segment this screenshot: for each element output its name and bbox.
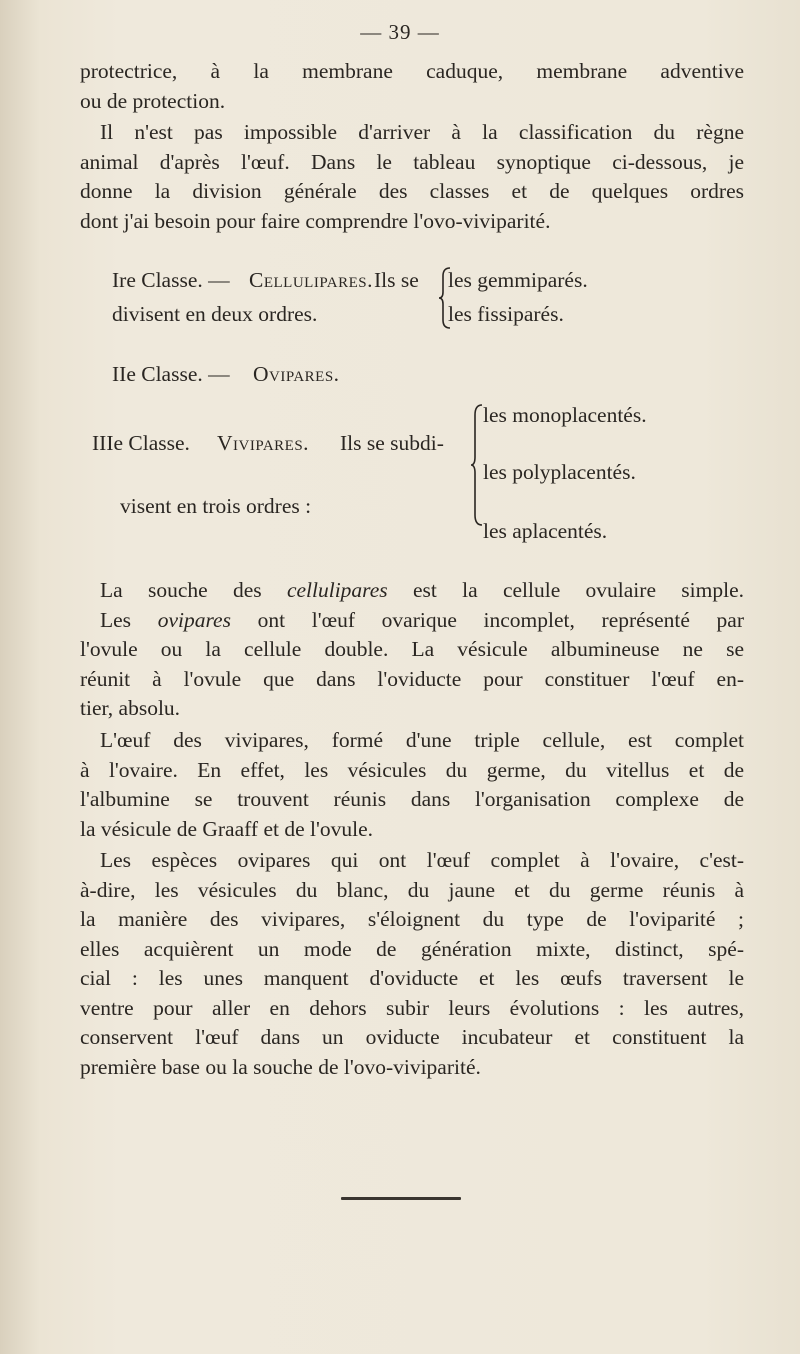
class-three-text-continued: visent en trois ordres : — [120, 494, 312, 518]
paragraph-souches — [80, 576, 744, 724]
paragraph-classification — [80, 118, 744, 236]
text-line: animal d'après l'œuf. Dans le tableau synoptique ci-dessous, je — [80, 149, 744, 174]
text-line: première base ou la souche de l'ovo-viviparité. — [80, 1054, 481, 1079]
class-one-name: Cellulipares. — [249, 268, 374, 292]
emphasis-cellulipares: cellulipares — [286, 578, 388, 602]
paragraph-vivipares — [80, 726, 744, 844]
text-line: La souche des cellulipares est la cellule ovulaire simple. — [100, 578, 744, 602]
class-three-name: Vivipares. — [217, 431, 310, 455]
text-line: L'œuf des vivipares, formé d'une triple cellule, est complet — [100, 728, 744, 752]
class-one-text-continued: divisent en deux ordres. — [112, 302, 318, 326]
class-three-brace — [470, 403, 484, 527]
class-three-text: Ils se subdi- — [340, 431, 444, 455]
order-polyplacentes: les polyplacentés. — [483, 460, 636, 484]
class-two-label: IIe Classe. — — [112, 362, 230, 386]
text-line: à-dire, les vésicules du blanc, du jaune et du germe réunis à — [80, 877, 744, 902]
text-line: l'ovule ou la cellule double. La vésicule albumineuse ne se — [80, 637, 744, 661]
order-monoplacentes: les monoplacentés. — [483, 403, 647, 427]
text-line: Les espèces ovipares qui ont l'œuf complet à l'ovaire, c'est- — [100, 848, 744, 872]
order-aplacentes: les aplacentés. — [483, 519, 608, 543]
text-line: l'albumine se trouvent réunis dans l'organisation complexe de — [80, 787, 744, 811]
text-line: ventre pour aller en dehors subir leurs évolutions : les autres, — [80, 995, 744, 1020]
class-two-name: Ovipares. — [253, 362, 340, 386]
text-line: Les ovipares ont l'œuf ovarique incomplet, représenté par — [100, 607, 744, 632]
order-fissipares: les fissiparés. — [448, 302, 564, 326]
class-three-label: IIIe Classe. — [92, 431, 190, 455]
section-divider — [341, 1197, 461, 1200]
text-line: la vésicule de Graaff et de l'ovule. — [80, 816, 374, 841]
text-line: donne la division générale des classes et de quelques ordres — [80, 179, 744, 203]
paragraph-ovo-viviparite — [80, 846, 744, 1082]
text-line: ou de protection. — [80, 88, 226, 113]
class-one-label: Ire Classe. — — [112, 268, 230, 292]
page-number: — 39 — — [360, 20, 440, 44]
text-line: réunit à l'ovule que dans l'oviducte pour constituer l'œuf en- — [80, 666, 744, 691]
text-line: dont j'ai besoin pour faire comprendre l'ovo-viviparité. — [80, 208, 551, 233]
text-line: à l'ovaire. En effet, les vésicules du germe, du vitellus et de — [80, 757, 744, 782]
text-line: cial : les unes manquent d'oviducte et les œufs traversent le — [80, 966, 744, 990]
text-line: elles acquièrent un mode de génération mixte, distinct, spé- — [80, 936, 744, 961]
emphasis-ovipares: ovipares — [157, 607, 231, 632]
text-line: tier, absolu. — [80, 696, 181, 720]
text-line: conservent l'œuf dans un oviducte incubateur et constituent la — [80, 1025, 744, 1049]
text-line: Il n'est pas impossible d'arriver à la classification du règne — [100, 120, 744, 144]
intro-paragraph — [80, 57, 744, 116]
text-line: protectrice, à la membrane caduque, membrane adventive — [80, 59, 744, 83]
text-line: la manière des vivipares, s'éloignent du type de l'oviparité ; — [80, 907, 744, 931]
class-one-text: Ils se — [374, 268, 419, 292]
order-gemmipares: les gemmiparés. — [448, 268, 588, 292]
